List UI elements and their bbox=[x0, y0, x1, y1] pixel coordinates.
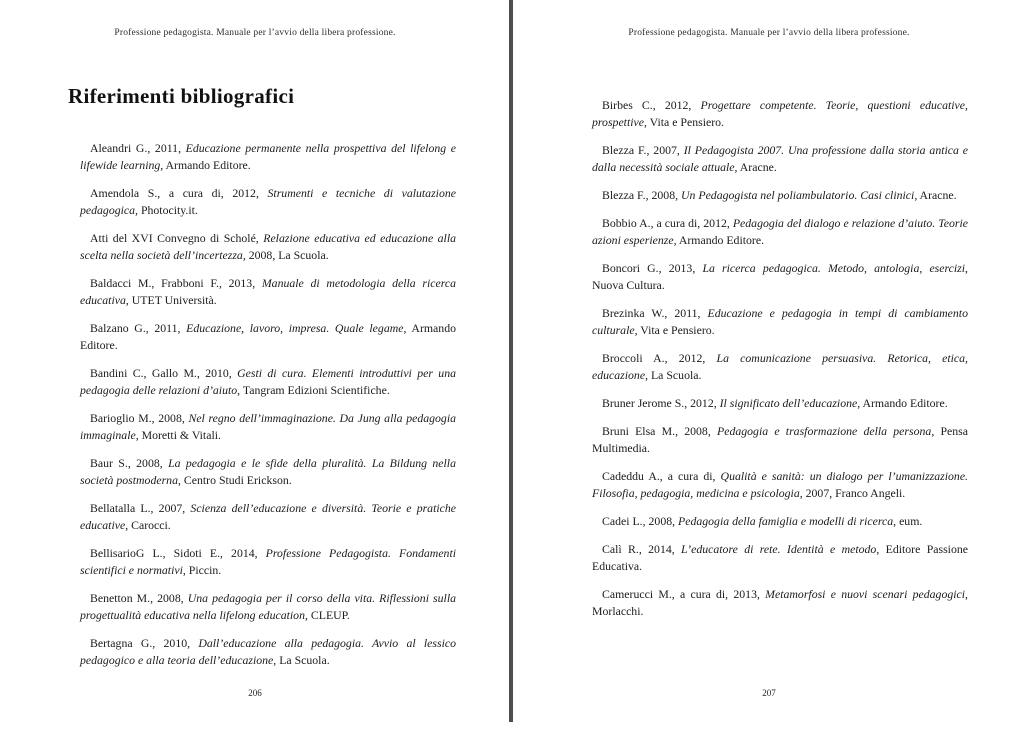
page-right bbox=[514, 0, 1024, 729]
entry-title: Il Pedagogista 2007. Una professione dalla storia antica e dalla necessità sociale attuale bbox=[592, 143, 968, 174]
bibliography-entry bbox=[80, 590, 456, 624]
entry-title: Pedagogia del dialogo e relazione d’aiuto. Teorie azioni esperienze bbox=[592, 216, 968, 247]
entry-title: La ricerca pedagogica. Metodo, antologia, esercizi bbox=[702, 261, 966, 275]
entry-authors-year: Cadeddu A., a cura di, bbox=[602, 469, 721, 483]
entry-publisher: , Piccin. bbox=[182, 563, 222, 577]
page-number-left: 206 bbox=[248, 688, 262, 698]
entry-authors-year: Balzano G., 2011, bbox=[90, 321, 187, 335]
running-header-left: Professione pedagogista. Manuale per l’avvio della libera professione. bbox=[114, 28, 396, 38]
entry-authors-year: Boncori G., 2013, bbox=[602, 261, 703, 275]
entry-authors-year: Barioglio M., 2008, bbox=[90, 411, 189, 425]
entry-authors-year: Brezinka W., 2011, bbox=[602, 306, 708, 320]
entry-authors-year: Bobbio A., a cura di, 2012, bbox=[602, 216, 733, 230]
running-header-right: Professione pedagogista. Manuale per l’avvio della libera professione. bbox=[628, 28, 910, 38]
entry-publisher: , Aracne. bbox=[914, 188, 957, 202]
bibliography-entry bbox=[592, 513, 968, 530]
entry-authors-year: Bandini C., Gallo M., 2010, bbox=[90, 366, 238, 380]
entry-authors-year: Bellatalla L., 2007, bbox=[90, 501, 191, 515]
entry-publisher: , Moretti & Vitali. bbox=[135, 428, 221, 442]
page-divider bbox=[509, 0, 513, 722]
entry-publisher: , UTET Università. bbox=[125, 293, 217, 307]
entry-authors-year: Cadei L., 2008, bbox=[602, 514, 679, 528]
bibliography-entry bbox=[592, 260, 968, 294]
entry-title: Un Pedagogista nel poliambulatorio. Casi clinici bbox=[681, 188, 915, 202]
entry-authors-year: Broccoli A., 2012, bbox=[602, 351, 717, 365]
bibliography-entry bbox=[592, 187, 968, 204]
bibliography-entry bbox=[80, 140, 456, 174]
entry-authors-year: Baldacci M., Frabboni F., 2013, bbox=[90, 276, 262, 290]
entry-title: Professione Pedagogista. Fondamenti scientifici e normativi bbox=[80, 546, 457, 577]
entry-authors-year: Atti del XVI Convegno di Scholé, bbox=[90, 231, 264, 245]
bibliography-entry bbox=[80, 545, 456, 579]
entry-authors-year: Bruner Jerome S., 2012, bbox=[602, 396, 720, 410]
entry-publisher: , Armando Editore. bbox=[160, 158, 251, 172]
bibliography-entry bbox=[592, 142, 968, 176]
entry-title: La pedagogia e le sfide della pluralità. La Bildung nella società postmoderna bbox=[80, 456, 456, 487]
entry-title: L’educatore di rete. Identità e metodo bbox=[681, 542, 877, 556]
entry-publisher: , Vita e Pensiero. bbox=[634, 323, 715, 337]
entry-title: Educazione e pedagogia in tempi di cambiamento culturale bbox=[592, 306, 968, 337]
entry-publisher: , Aracne. bbox=[734, 160, 777, 174]
entry-publisher: , La Scuola. bbox=[273, 653, 330, 667]
entry-publisher: , La Scuola. bbox=[645, 368, 702, 382]
entry-publisher: , 2007, Franco Angeli. bbox=[799, 486, 906, 500]
entry-authors-year: Blezza F., 2007, bbox=[602, 143, 684, 157]
entry-authors-year: Bruni Elsa M., 2008, bbox=[602, 424, 718, 438]
bibliography-entry bbox=[80, 410, 456, 444]
entry-authors-year: Benetton M., 2008, bbox=[90, 591, 188, 605]
entry-publisher: , Armando Editore. bbox=[80, 321, 456, 352]
bibliography-list-right bbox=[592, 97, 968, 631]
entry-title: Il significato dell’educazione bbox=[719, 396, 858, 410]
entry-title: Una pedagogia per il corso della vita. Riflessioni sulla progettualità educativa nella lifelong education bbox=[80, 591, 456, 622]
entry-title: Progettare competente. Teorie, questioni educative, prospettive bbox=[592, 98, 968, 129]
bibliography-entry bbox=[80, 320, 456, 354]
entry-publisher: , eum. bbox=[893, 514, 923, 528]
entry-title: Gesti di cura. Elementi introduttivi per una pedagogia delle relazioni d’aiuto bbox=[80, 366, 456, 397]
entry-authors-year: Aleandri G., 2011, bbox=[90, 141, 186, 155]
bibliography-entry bbox=[592, 305, 968, 339]
bibliography-entry bbox=[80, 635, 456, 669]
entry-title: Educazione permanente nella prospettiva del lifelong e lifewide learning bbox=[80, 141, 456, 172]
entry-publisher: , Photocity.it. bbox=[135, 203, 198, 217]
entry-title: Educazione, lavoro, impresa. Quale legame bbox=[186, 321, 404, 335]
bibliography-entry bbox=[80, 230, 456, 264]
entry-publisher: , Tangram Edizioni Scientifiche. bbox=[237, 383, 390, 397]
entry-authors-year: Calì R., 2014, bbox=[602, 542, 682, 556]
bibliography-entry bbox=[592, 215, 968, 249]
bibliography-entry bbox=[80, 275, 456, 309]
bibliography-entry bbox=[592, 97, 968, 131]
bibliography-entry bbox=[592, 350, 968, 384]
entry-authors-year: Bertagna G., 2010, bbox=[90, 636, 199, 650]
entry-publisher: , Vita e Pensiero. bbox=[643, 115, 724, 129]
entry-publisher: , Editore Passione Educativa. bbox=[592, 542, 968, 573]
entry-publisher: , Carocci. bbox=[125, 518, 171, 532]
entry-title: Relazione educativa ed educazione alla scelta nella società dell’incertezza bbox=[80, 231, 457, 262]
entry-publisher: , Centro Studi Erickson. bbox=[177, 473, 292, 487]
bibliography-entry bbox=[592, 541, 968, 575]
page-left bbox=[0, 0, 510, 729]
entry-title: Pedagogia della famiglia e modelli di ricerca bbox=[678, 514, 894, 528]
entry-title: Strumenti e tecniche di valutazione pedagogica bbox=[80, 186, 456, 217]
bibliography-entry bbox=[80, 455, 456, 489]
entry-title: Scienza dell’educazione e diversità. Teorie e pratiche educative bbox=[80, 501, 457, 532]
bibliography-entry bbox=[80, 185, 456, 219]
bibliography-entry bbox=[592, 586, 968, 620]
entry-publisher: , CLEUP. bbox=[304, 608, 350, 622]
entry-publisher: , Morlacchi. bbox=[592, 587, 968, 618]
entry-authors-year: Blezza F., 2008, bbox=[602, 188, 681, 202]
entry-title: Nel regno dell’immaginazione. Da Jung alla pedagogia immaginale bbox=[80, 411, 456, 442]
entry-publisher: , Armando Editore. bbox=[673, 233, 765, 247]
entry-publisher: , 2008, La Scuola. bbox=[242, 248, 329, 262]
entry-authors-year: Birbes C., 2012, bbox=[602, 98, 701, 112]
entry-title: Manuale di metodologia della ricerca educativa bbox=[80, 276, 456, 307]
bibliography-list-left bbox=[80, 140, 456, 680]
entry-authors-year: Baur S., 2008, bbox=[90, 456, 169, 470]
page-number-right: 207 bbox=[762, 688, 776, 698]
entry-title: Qualità e sanità: un dialogo per l’umanizzazione. Filosofia, pedagogia, medicina e psicologia bbox=[592, 469, 969, 500]
entry-authors-year: Camerucci M., a cura di, 2013, bbox=[602, 587, 766, 601]
entry-publisher: , Armando Editore. bbox=[857, 396, 948, 410]
bibliography-entry bbox=[80, 500, 456, 534]
entry-authors-year: BellisarioG L., Sidoti E., 2014, bbox=[90, 546, 266, 560]
bibliography-entry bbox=[592, 423, 968, 457]
entry-title: Metamorfosi e nuovi scenari pedagogici bbox=[765, 587, 966, 601]
entry-publisher: , Nuova Cultura. bbox=[592, 261, 968, 292]
bibliography-entry bbox=[592, 468, 968, 502]
entry-title: Dall’educazione alla pedagogia. Avvio al lessico pedagogico e alla teoria dell’educazione bbox=[80, 636, 457, 667]
entry-publisher: , Pensa Multimedia. bbox=[592, 424, 969, 455]
bibliography-entry bbox=[80, 365, 456, 399]
entry-title: La comunicazione persuasiva. Retorica, etica, educazione bbox=[592, 351, 969, 382]
entry-title: Pedagogia e trasformazione della persona bbox=[717, 424, 932, 438]
bibliography-entry bbox=[592, 395, 968, 412]
entry-authors-year: Amendola S., a cura di, 2012, bbox=[90, 186, 268, 200]
chapter-title: Riferimenti bibliografici bbox=[68, 84, 295, 108]
